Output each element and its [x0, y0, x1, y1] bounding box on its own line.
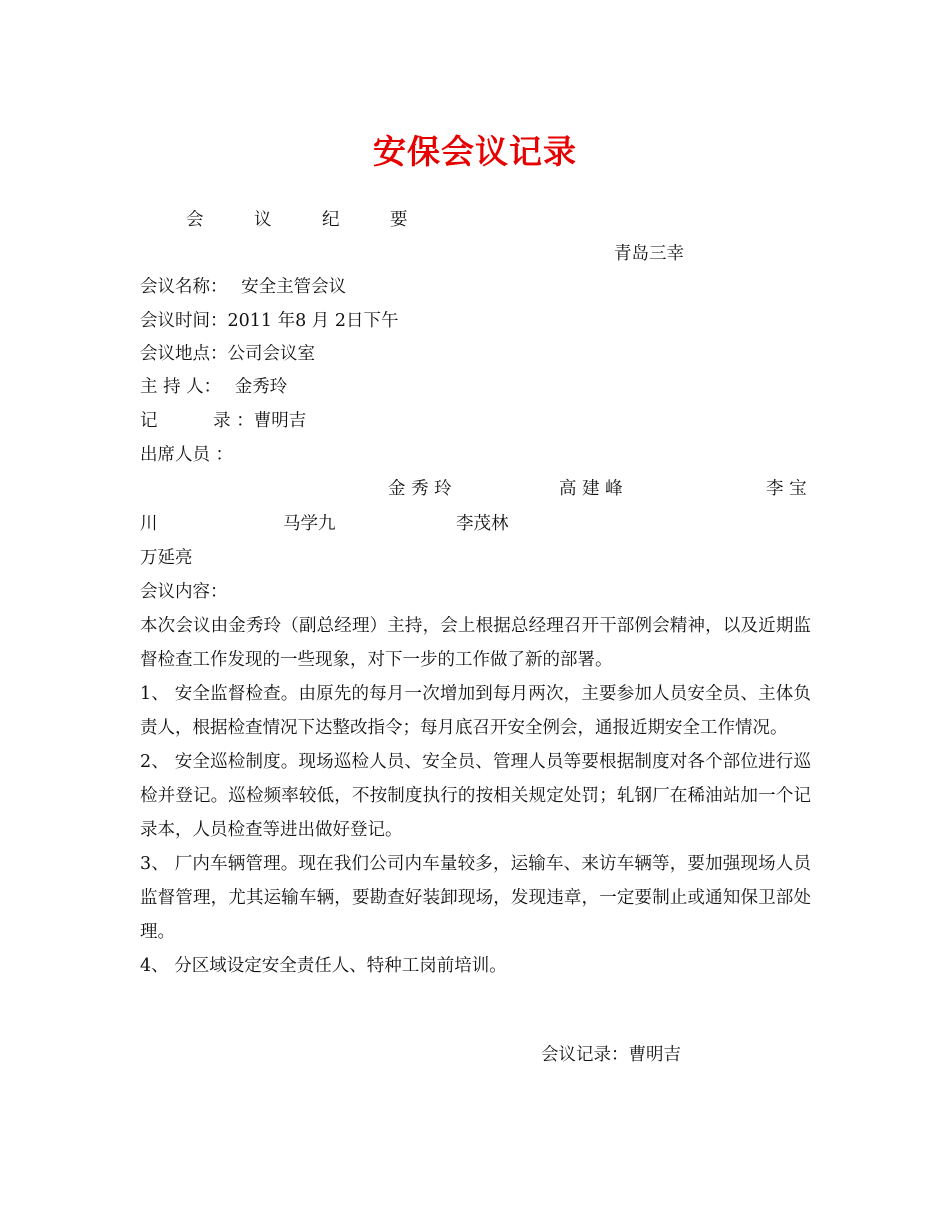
subtitle-char: 会	[186, 210, 204, 230]
attendee-name: 高 建 峰	[559, 479, 623, 499]
meeting-host-value: 金秀玲	[234, 377, 288, 397]
meeting-place-label: 会议地点：	[140, 344, 228, 364]
company-name: 青岛三幸	[614, 244, 684, 264]
signoff	[541, 1044, 681, 1066]
attendee-name: 马学九	[283, 514, 336, 534]
meeting-time-value: 2011 年8 月 2日下午	[227, 311, 399, 331]
attendee-name: 金 秀 玲	[388, 479, 452, 499]
content-item: 2、 安全巡检制度。现场巡检人员、安全员、管理人员等要根据制度对各个部位进行巡检并登记。巡检频率较低，不按制度执行的按相关规定处罚；轧钢厂在稀油站加一个记录本，人员检查等进出做好登记。	[140, 752, 811, 840]
subtitle-char: 要	[390, 210, 408, 230]
attendee-name: 万延亮	[140, 548, 193, 568]
subtitle-char: 纪	[322, 210, 340, 230]
meeting-name-label: 会议名称：	[140, 277, 228, 297]
signoff-label: 会议记录：	[541, 1045, 629, 1065]
meeting-recorder-value: 曹明吉	[253, 411, 307, 431]
content-item: 1、 安全监督检查。由原先的每月一次增加到每月两次，主要参加人员安全员、主体负责人，根据检查情况下达整改指令；每月底召开安全例会，通报近期安全工作情况。	[140, 684, 811, 738]
meeting-recorder-row	[140, 410, 306, 432]
meeting-content	[140, 609, 811, 983]
content-item: 4、 分区域设定安全责任人、特种工岗前培训。	[140, 956, 507, 976]
meeting-place-value: 公司会议室	[227, 344, 315, 364]
document-subtitle	[186, 209, 458, 231]
meeting-place-row	[140, 343, 315, 365]
attendee-name-continued: 川	[140, 514, 158, 534]
attendee-name: 李茂林	[456, 514, 509, 534]
attendee-name: 李 宝	[766, 479, 807, 499]
meeting-time-row	[140, 310, 399, 332]
meeting-name-row	[140, 276, 346, 298]
signoff-name: 曹明吉	[628, 1045, 681, 1065]
meeting-host-row	[140, 376, 287, 398]
document-title: 安保会议记录	[373, 132, 577, 171]
subtitle-char: 议	[254, 210, 272, 230]
content-item: 3、 厂内车辆管理。现在我们公司内车量较多，运输车、来访车辆等，要加强现场人员监督管理，尤其运输车辆，要勘查好装卸现场，发现违章，一定要制止或通知保卫部处理。	[140, 854, 811, 942]
meeting-recorder-label: 记 录 ：	[140, 411, 254, 431]
meeting-time-label: 会议时间：	[140, 311, 228, 331]
meeting-name-value: 安全主管会议	[241, 277, 347, 297]
attendees-label: 出席人员 ：	[140, 445, 234, 465]
meeting-host-label: 主 持 人：	[140, 377, 222, 397]
content-label: 会议内容：	[140, 582, 228, 602]
content-intro: 本次会议由金秀玲（副总经理）主持，会上根据总经理召开干部例会精神，以及近期监督检查工作发现的一些现象，对下一步的工作做了新的部署。	[140, 616, 811, 670]
